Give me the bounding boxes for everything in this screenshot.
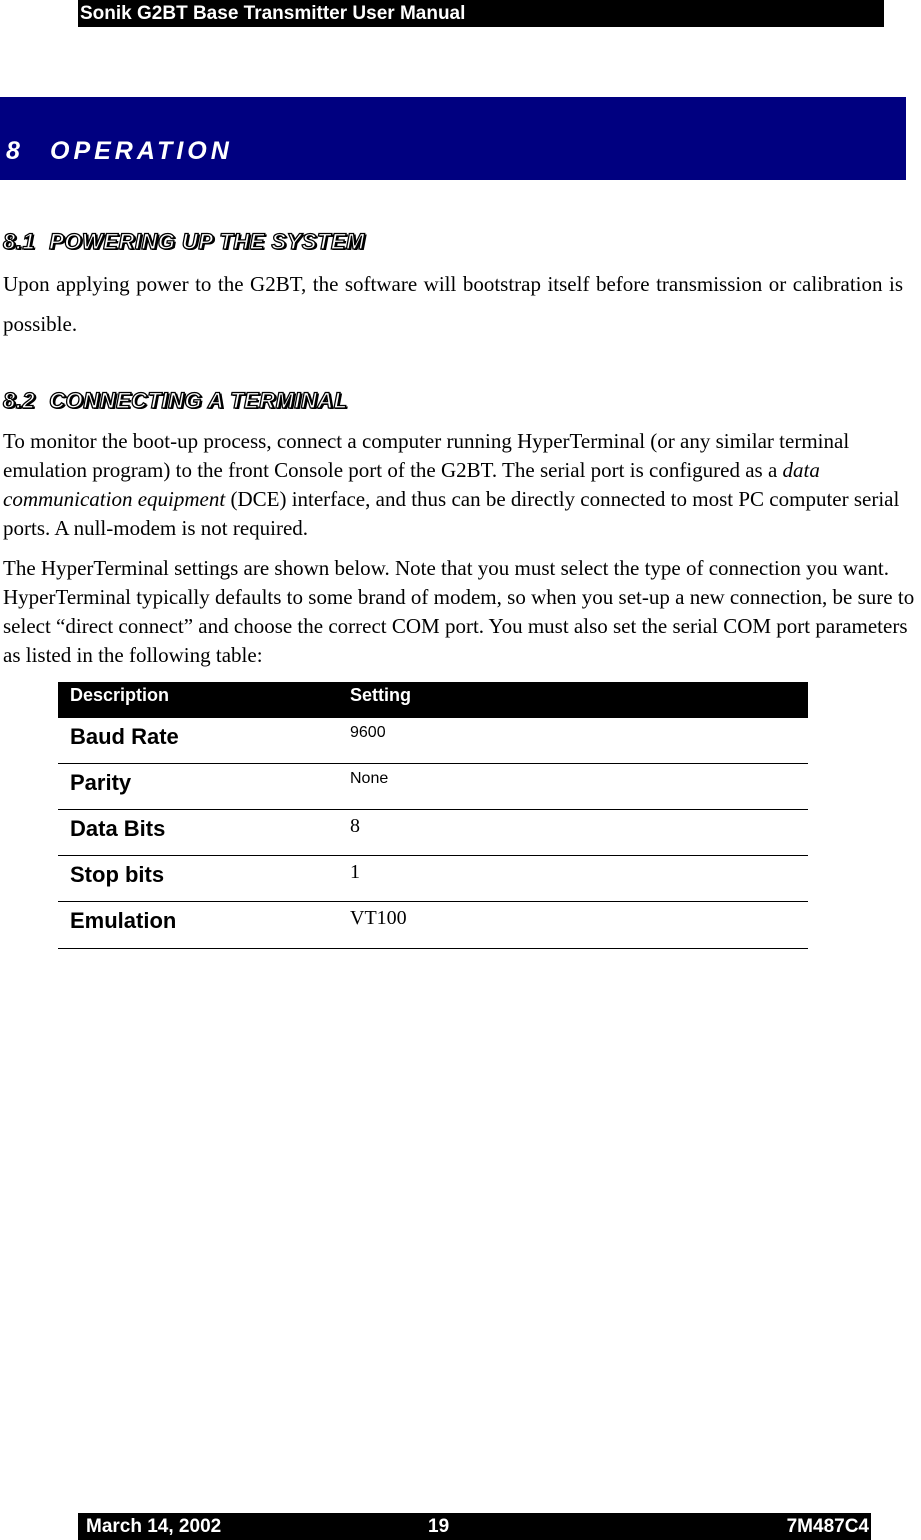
chapter-banner bbox=[0, 97, 906, 180]
serial-settings-table bbox=[58, 682, 808, 949]
table-row bbox=[58, 718, 808, 764]
dce-emphasis: data communication equipment bbox=[3, 458, 820, 511]
table-row bbox=[58, 764, 808, 810]
chapter-title: OPERATION bbox=[50, 137, 233, 165]
row-description: Stop bits bbox=[58, 856, 338, 902]
footer-date: March 14, 2002 bbox=[86, 1516, 222, 1537]
section-title: POWERING UP THE SYSTEM bbox=[49, 229, 365, 254]
row-description: Baud Rate bbox=[58, 718, 338, 764]
table-row bbox=[58, 810, 808, 856]
section-heading-8-1 bbox=[3, 229, 365, 255]
section-title: CONNECTING A TERMINAL bbox=[49, 388, 348, 413]
column-header-description: Description bbox=[58, 682, 338, 718]
section-heading-8-2 bbox=[3, 388, 348, 414]
row-description: Data Bits bbox=[58, 810, 338, 856]
paragraph-text: (DCE) interface, and thus can be directly connected to most PC computer serial ports. A null-modem is not required. bbox=[3, 487, 900, 540]
table-row bbox=[58, 856, 808, 902]
running-footer bbox=[78, 1513, 871, 1540]
row-setting: VT100 bbox=[338, 902, 808, 949]
row-setting: None bbox=[338, 764, 808, 810]
column-header-setting: Setting bbox=[338, 682, 808, 718]
paragraph-text: To monitor the boot-up process, connect a computer running HyperTerminal (or any similar terminal emulation program) to the front Console port of the G2BT. The serial port is configured as a bbox=[3, 429, 850, 482]
connecting-paragraph-1 bbox=[3, 427, 921, 543]
section-number: 8.2 bbox=[3, 388, 36, 413]
row-description: Parity bbox=[58, 764, 338, 810]
chapter-number: 8 bbox=[6, 137, 24, 165]
row-setting: 8 bbox=[338, 810, 808, 856]
page-number: 19 bbox=[428, 1516, 450, 1537]
row-setting: 9600 bbox=[338, 718, 808, 764]
row-setting: 1 bbox=[338, 856, 808, 902]
powering-up-paragraph: Upon applying power to the G2BT, the software will bootstrap itself before transmission or calibration is possible. bbox=[3, 272, 903, 336]
table-row bbox=[58, 902, 808, 949]
section-number: 8.1 bbox=[3, 229, 36, 254]
manual-title: Sonik G2BT Base Transmitter User Manual bbox=[80, 3, 466, 24]
table-header-row bbox=[58, 682, 808, 718]
running-header bbox=[78, 0, 884, 27]
document-code: 7M487C4 bbox=[786, 1516, 869, 1537]
row-description: Emulation bbox=[58, 902, 338, 949]
connecting-paragraph-2: The HyperTerminal settings are shown below. Note that you must select the type of connection you want. HyperTerminal typically defaults to some brand of modem, so when you set-up a new connection, be sure to select “direct connect” and choose the correct COM port. You must also set the serial COM port parameters as listed in the following table: bbox=[3, 556, 915, 667]
